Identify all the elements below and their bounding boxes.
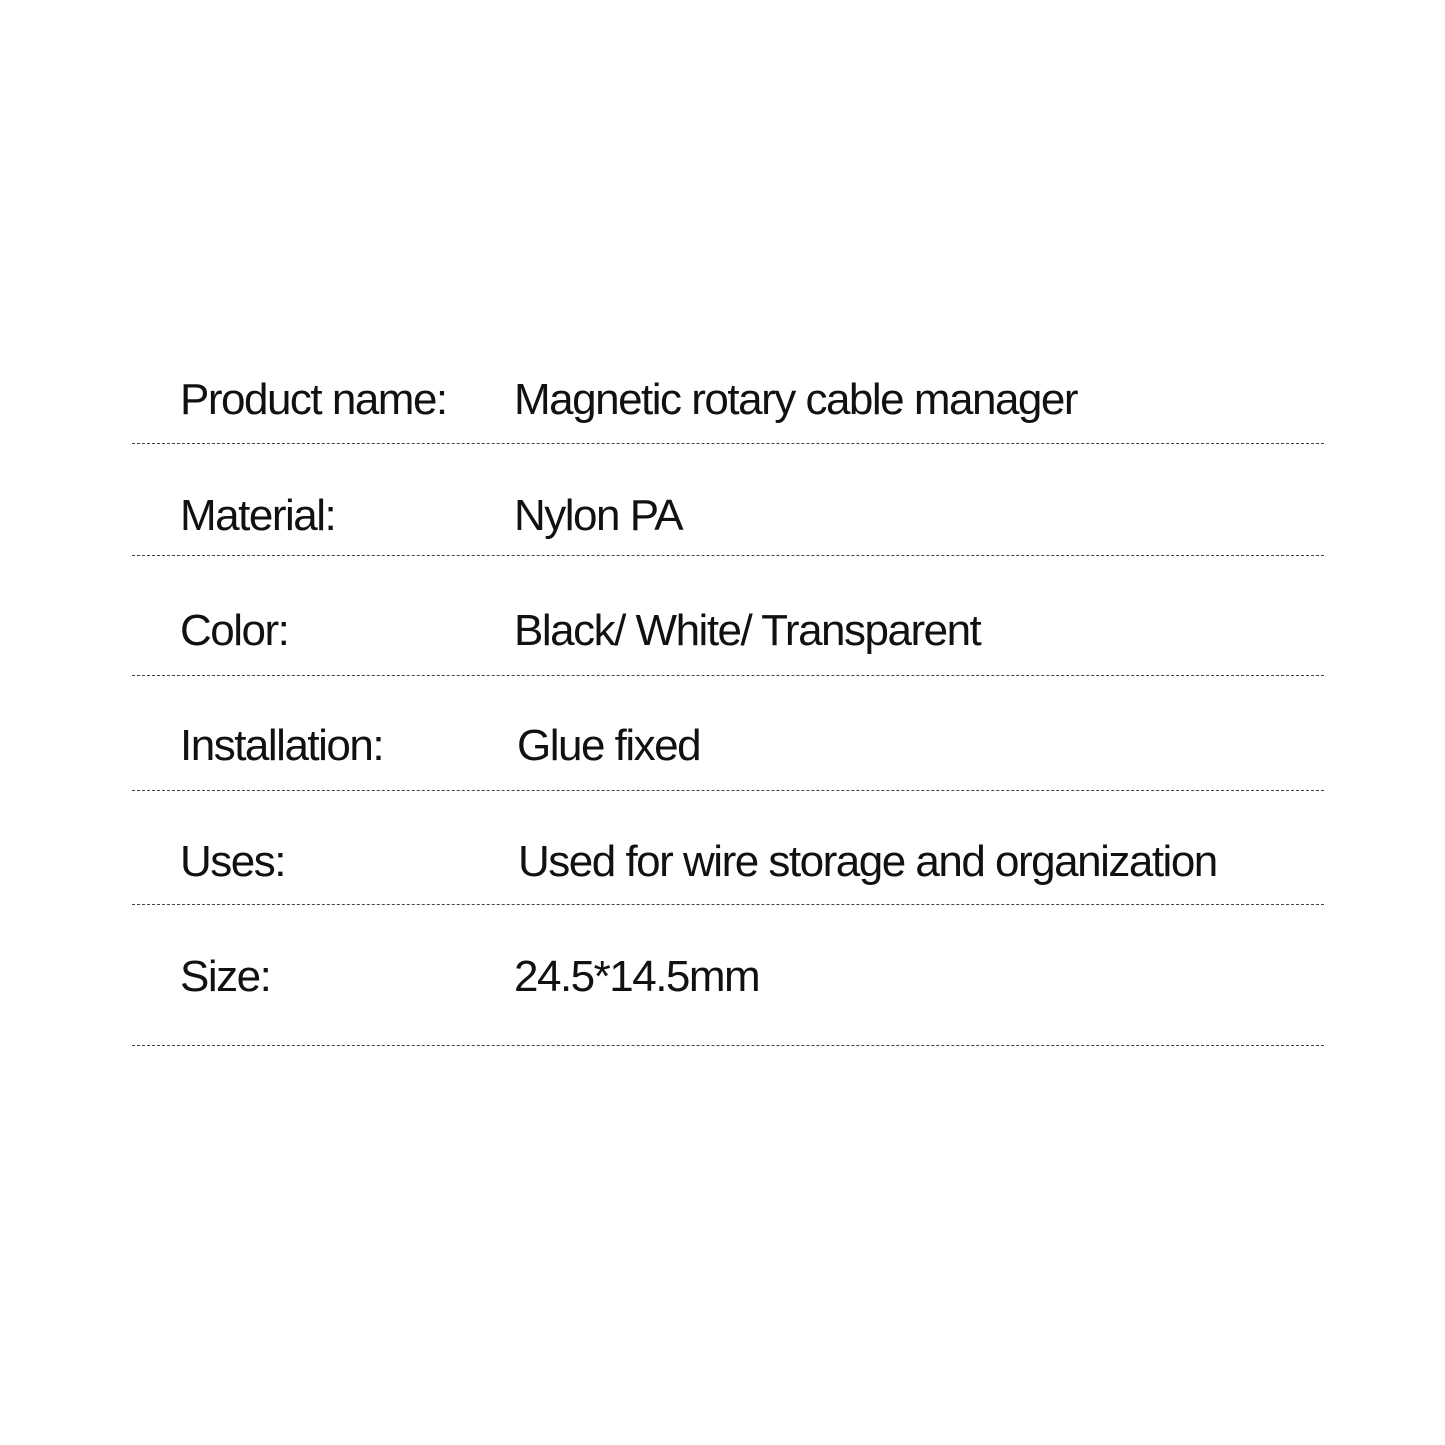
row-divider — [132, 443, 1324, 444]
row-divider — [132, 1045, 1324, 1046]
spec-label: Size: — [180, 952, 271, 1001]
spec-label: Uses: — [180, 837, 285, 886]
spec-value: Black/ White/ Transparent — [514, 606, 981, 655]
spec-row-color — [0, 601, 1445, 661]
row-divider — [132, 790, 1324, 791]
spec-row-product-name — [0, 370, 1445, 430]
spec-row-material — [0, 486, 1445, 546]
row-divider — [132, 904, 1324, 905]
spec-label: Product name: — [180, 375, 447, 424]
spec-row-size — [0, 947, 1445, 1007]
row-divider — [132, 675, 1324, 676]
spec-label: Installation: — [180, 721, 384, 770]
spec-row-uses — [0, 832, 1445, 892]
spec-value: Used for wire storage and organization — [518, 837, 1217, 886]
spec-value: Nylon PA — [514, 491, 683, 540]
spec-value: Glue fixed — [517, 721, 701, 770]
spec-label: Color: — [180, 606, 289, 655]
spec-label: Material: — [180, 491, 336, 540]
spec-value: 24.5*14.5mm — [514, 952, 760, 1001]
spec-value: Magnetic rotary cable manager — [514, 375, 1078, 424]
spec-row-installation — [0, 716, 1445, 776]
row-divider — [132, 555, 1324, 556]
